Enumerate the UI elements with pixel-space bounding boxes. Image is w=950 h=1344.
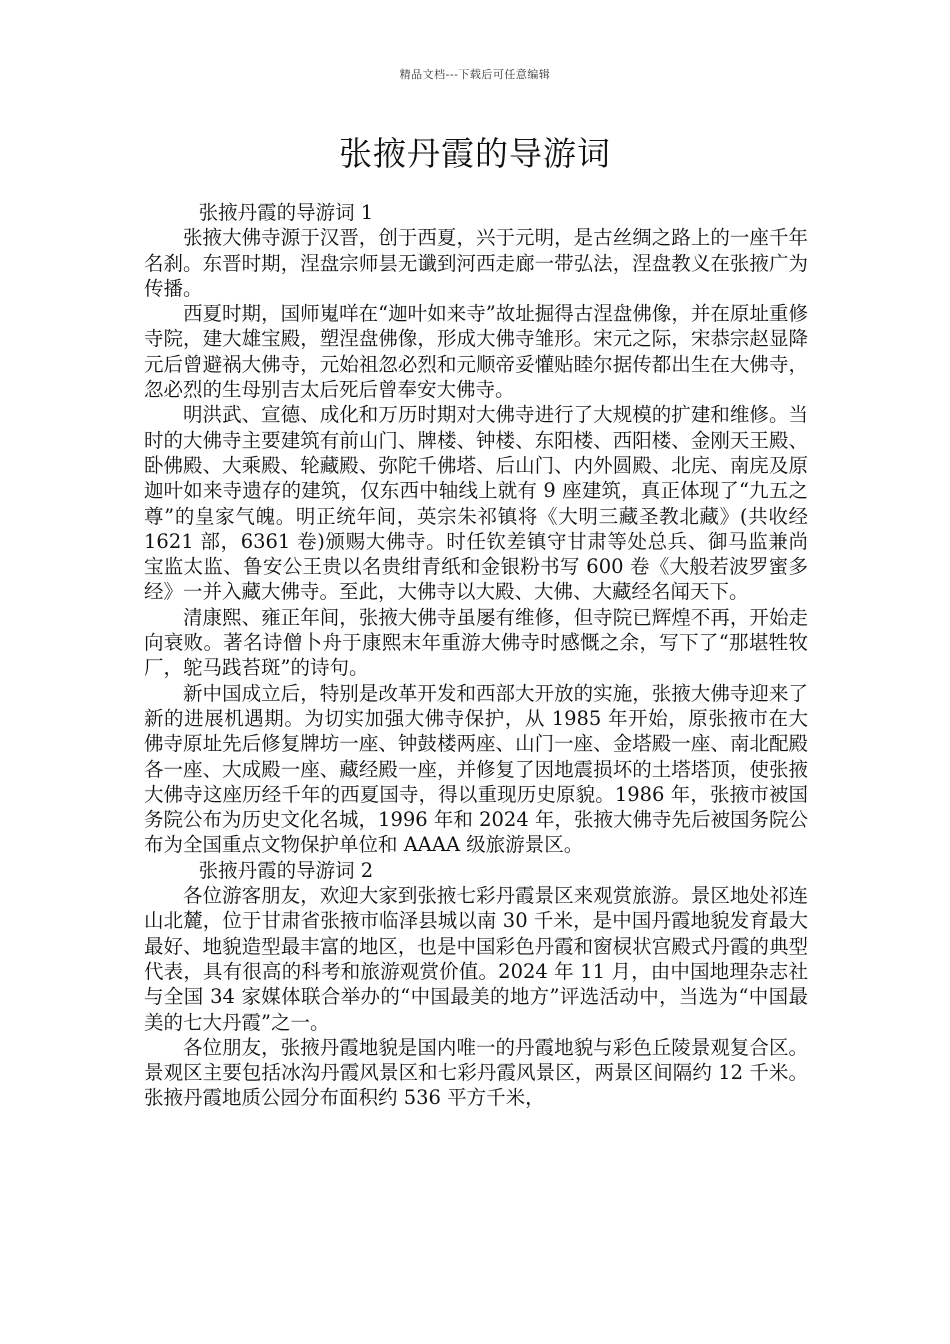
header-note: 精品文档---下载后可任意编辑	[399, 68, 551, 81]
body-paragraph: 张掖大佛寺源于汉晋，创于西夏，兴于元明，是古丝绸之路上的一座千年名刹。东晋时期，涅盘宗师昙无谶到河西走廊一带弘法，涅盘教义在张掖广为传播。	[144, 226, 808, 300]
document-body	[144, 200, 808, 1111]
body-paragraph: 明洪武、宣德、成化和万历时期对大佛寺进行了大规模的扩建和维修。当时的大佛寺主要建筑有前山门、牌楼、钟楼、东阳楼、西阳楼、金刚天王殿、卧佛殿、大乘殿、轮藏殿、弥陀千佛塔、后山门、内外圆殿、北庑、南庑及原迦叶如来寺遗存的建筑，仅东西中轴线上就有 9 座建筑，真正体现了“九五之尊”的皇家气魄。明正统年间，英宗朱祁镇将《大明三藏圣教北藏》(共收经 1621 部，6361 卷)颁赐大佛寺。时任钦差镇守甘肃等处总兵、御马监兼尚宝监太监、鲁安公王贵以名贵绀青纸和金银粉书写 600 卷《大般若波罗蜜多经》一并入藏大佛寺。至此，大佛寺以大殿、大佛、大藏经名闻天下。	[144, 403, 808, 604]
section-heading: 张掖丹霞的导游词 2	[198, 858, 374, 882]
body-paragraph: 西夏时期，国师嵬咩在“迦叶如来寺”故址掘得古涅盘佛像，并在原址重修寺院，建大雄宝殿，塑涅盘佛像，形成大佛寺雏形。宋元之际，宋恭宗赵显降元后曾避祸大佛寺，元始祖忽必烈和元顺帝妥懽贴睦尔据传都出生在大佛寺，忽必烈的生母别吉太后死后曾奉安大佛寺。	[144, 302, 808, 402]
body-paragraph: 新中国成立后，特别是改革开发和西部大开放的实施，张掖大佛寺迎来了新的进展机遇期。为切实加强大佛寺保护，从 1985 年开始，原张掖市在大佛寺原址先后修复牌坊一座、钟鼓楼两座、山门一座、金塔殿一座、南北配殿各一座、大成殿一座、藏经殿一座，并修复了因地震损坏的土塔塔顶，使张掖大佛寺这座历经千年的西夏国寺，得以重现历史原貌。1986 年，张掖市被国务院公布为历史文化名城，1996 年和 2024 年，张掖大佛寺先后被国务院公布为全国重点文物保护单位和 AAAA 级旅游景区。	[144, 681, 808, 857]
page-title: 张掖丹霞的导游词	[339, 134, 611, 173]
body-paragraph: 各位游客朋友，欢迎大家到张掖七彩丹霞景区来观赏旅游。景区地处祁连山北麓，位于甘肃省张掖市临泽县城以南 30 千米，是中国丹霞地貌发育最大最好、地貌造型最丰富的地区，也是中国彩色丹霞和窗棂状宫殿式丹霞的典型代表，具有很高的科考和旅游观赏价值。2024 年 11 月，由中国地理杂志社与全国 34 家媒体联合举办的“中国最美的地方”评选活动中，当选为“中国最美的七大丹霞”之一。	[144, 884, 808, 1034]
body-paragraph: 各位朋友，张掖丹霞地貌是国内唯一的丹霞地貌与彩色丘陵景观复合区。景观区主要包括冰沟丹霞风景区和七彩丹霞风景区，两景区间隔约 12 千米。张掖丹霞地质公园分布面积约 536 平方千米，	[144, 1035, 808, 1110]
section-heading: 张掖丹霞的导游词 1	[198, 201, 374, 224]
body-paragraph: 清康熙、雍正年间，张掖大佛寺虽屡有维修，但寺院已辉煌不再，开始走向衰败。著名诗僧卜舟于康熙末年重游大佛寺时感慨之余，写下了“那堪牲牧厂，鸵马践苔斑”的诗句。	[144, 605, 808, 680]
